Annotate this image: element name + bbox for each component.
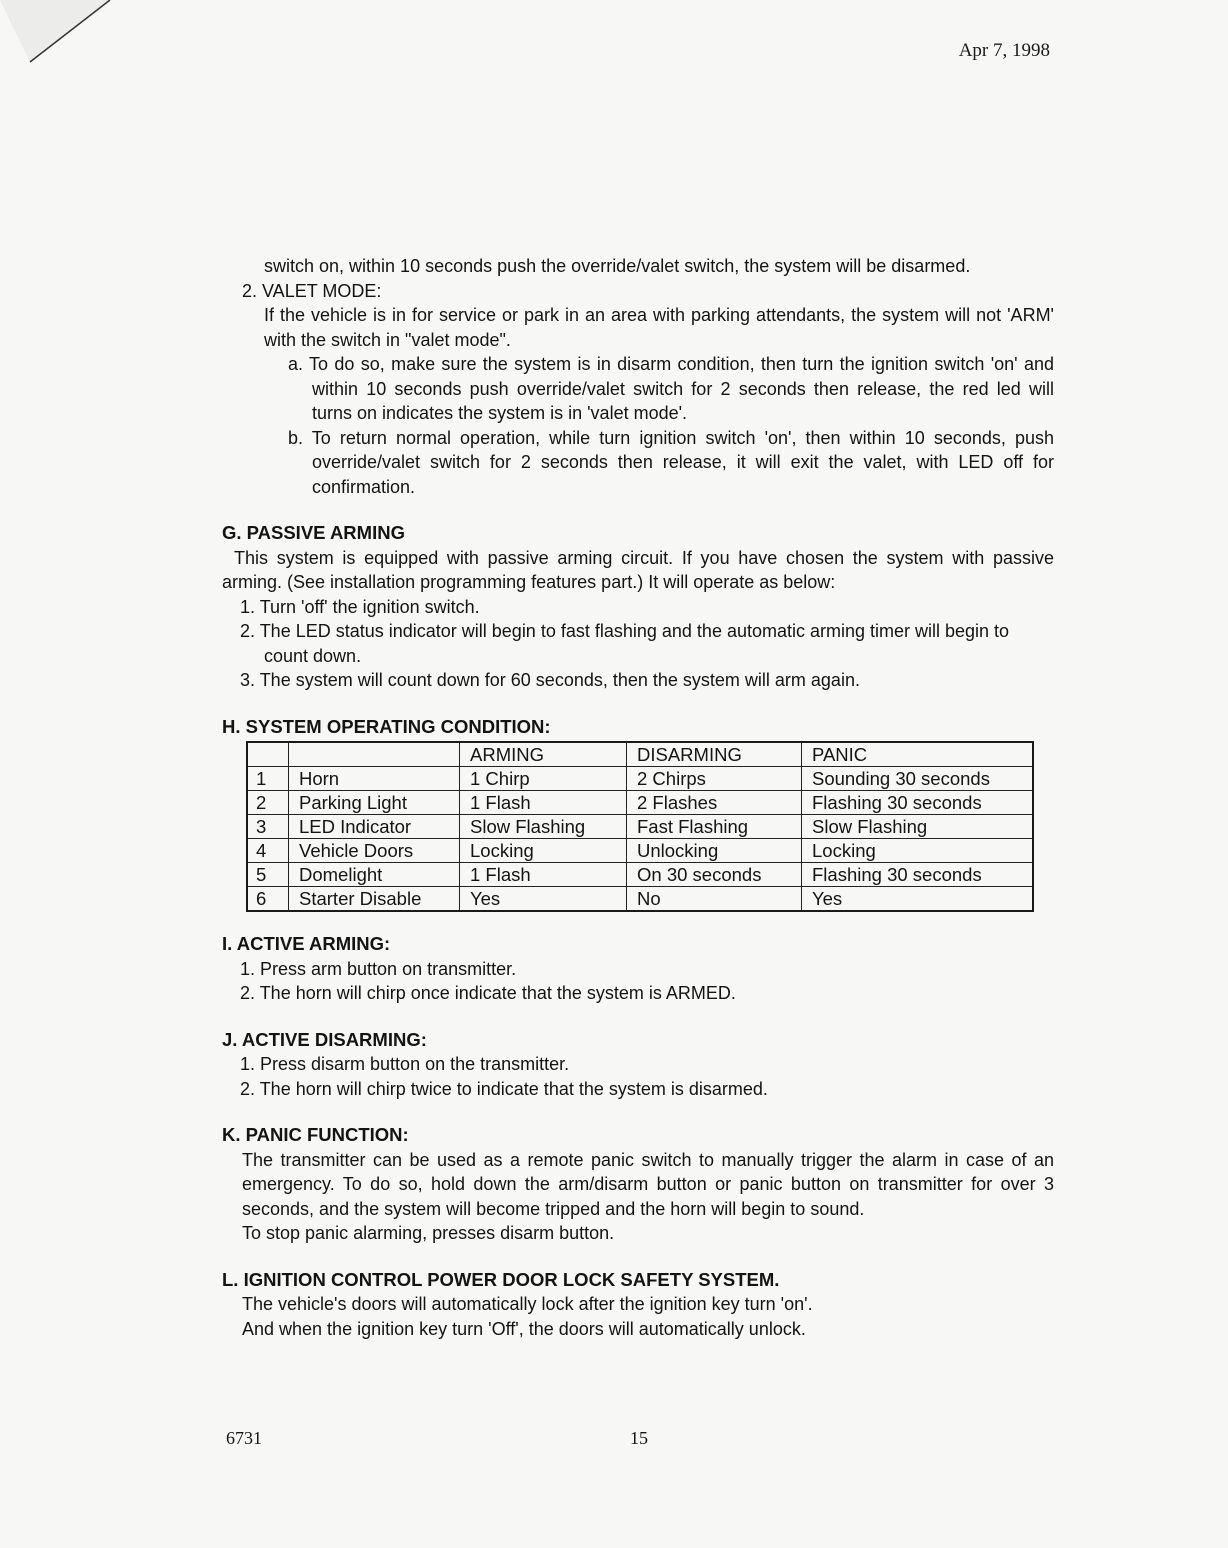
passive-step-1: 1. Turn 'off' the ignition switch. — [240, 596, 480, 617]
folded-corner-mark — [0, 0, 120, 70]
valet-continued-line: switch on, within 10 seconds push the override/valet switch, the system will be disarmed. — [264, 256, 971, 276]
table-header-cell: ARMING — [460, 742, 627, 767]
active-arming-step-2: 2. The horn will chirp once indicate that the system is ARMED. — [240, 983, 736, 1003]
passive-arming-heading: G. PASSIVE ARMING — [222, 522, 405, 543]
document-body — [222, 254, 1054, 1341]
table-cell: Parking Light — [289, 791, 460, 815]
table-header-cell — [247, 742, 289, 767]
table-header-cell — [289, 742, 460, 767]
table-row — [247, 791, 1033, 815]
model-number: 6731 — [226, 1428, 262, 1448]
valet-mode-label: 2. VALET MODE: — [242, 280, 382, 301]
panic-stop-text: To stop panic alarming, presses disarm button. — [242, 1223, 615, 1243]
document-date: Apr 7, 1998 — [958, 40, 1050, 61]
table-row — [247, 887, 1033, 912]
table-header-cell: PANIC — [802, 742, 1034, 767]
table-cell: 5 — [247, 863, 289, 887]
table-cell: Sounding 30 seconds — [802, 767, 1034, 791]
table-cell: 3 — [247, 815, 289, 839]
table-cell: 1 — [247, 767, 289, 791]
active-disarming-step-1: 1. Press disarm button on the transmitter. — [240, 1054, 570, 1074]
valet-step-b: b. To return normal operation, while turn ignition switch 'on', then within 10 seconds, push override/valet switch for 2 seconds then release, it will exit the valet, with LED off for confirmation. — [288, 427, 1054, 497]
table-cell: Yes — [802, 887, 1034, 912]
operating-condition-table — [246, 741, 1034, 912]
table-cell: 1 Chirp — [460, 767, 627, 791]
table-cell: 1 Flash — [460, 791, 627, 815]
table-cell: Starter Disable — [289, 887, 460, 912]
active-disarming-step-2: 2. The horn will chirp twice to indicate that the system is disarmed. — [240, 1078, 768, 1099]
ignition-line-2: And when the ignition key turn 'Off', the doors will automatically unlock. — [242, 1318, 806, 1339]
table-cell: 2 Chirps — [627, 767, 802, 791]
table-cell: 6 — [247, 887, 289, 912]
table-cell: Vehicle Doors — [289, 839, 460, 863]
table-cell: 2 Flashes — [627, 791, 802, 815]
table-cell: Unlocking — [627, 839, 802, 863]
table-header-cell: DISARMING — [627, 742, 802, 767]
active-arming-heading: I. ACTIVE ARMING: — [222, 933, 391, 954]
table-cell: No — [627, 887, 802, 912]
table-row — [247, 863, 1033, 887]
table-row — [247, 815, 1033, 839]
passive-step-3: 3. The system will count down for 60 seconds, then the system will arm again. — [240, 670, 860, 690]
table-row — [247, 839, 1033, 863]
panic-function-text: The transmitter can be used as a remote panic switch to manually trigger the alarm in case of an emergency. To do so, hold down the arm/disarm button or panic button on transmitter for over 3 seconds, and the system will become tripped and the horn will begin to sound. — [242, 1149, 1054, 1219]
ignition-control-heading: L. IGNITION CONTROL POWER DOOR LOCK SAFETY SYSTEM. — [222, 1268, 780, 1290]
table-cell: Yes — [460, 887, 627, 912]
table-cell: Horn — [289, 767, 460, 791]
table-cell: Fast Flashing — [627, 815, 802, 839]
passive-step-2: 2. The LED status indicator will begin to fast flashing and the automatic arming timer will begin to count down. — [240, 621, 1010, 666]
panic-function-heading: K. PANIC FUNCTION: — [222, 1124, 409, 1145]
table-cell: Flashing 30 seconds — [802, 863, 1034, 887]
table-cell: 1 Flash — [460, 863, 627, 887]
valet-mode-intro: If the vehicle is in for service or park in an area with parking attendants, the system will not 'ARM' with the switch in "valet mode". — [264, 305, 1054, 350]
table-cell: Locking — [802, 839, 1034, 863]
table-cell: 4 — [247, 839, 289, 863]
passive-arming-intro: This system is equipped with passive arming circuit. If you have chosen the system with passive arming. (See installation programming features part.) It will operate as below: — [222, 547, 1054, 592]
table-cell: LED Indicator — [289, 815, 460, 839]
ignition-line-1: The vehicle's doors will automatically lock after the ignition key turn 'on'. — [242, 1294, 813, 1314]
table-cell: On 30 seconds — [627, 863, 802, 887]
valet-step-a: a. To do so, make sure the system is in disarm condition, then turn the ignition switch 'on' and within 10 seconds push override/valet switch for 2 seconds then release, the red led will turns on indicates the system is in 'valet mode'. — [288, 354, 1054, 423]
table-cell: 2 — [247, 791, 289, 815]
table-cell: Slow Flashing — [802, 815, 1034, 839]
table-cell: Flashing 30 seconds — [802, 791, 1034, 815]
active-disarming-heading: J. ACTIVE DISARMING: — [222, 1028, 427, 1050]
table-header-row — [247, 742, 1033, 767]
page-number: 15 — [630, 1428, 648, 1448]
active-arming-step-1: 1. Press arm button on transmitter. — [240, 958, 517, 979]
table-cell: Locking — [460, 839, 627, 863]
table-row — [247, 767, 1033, 791]
table-cell: Slow Flashing — [460, 815, 627, 839]
operating-condition-heading: H. SYSTEM OPERATING CONDITION: — [222, 715, 551, 737]
table-cell: Domelight — [289, 863, 460, 887]
